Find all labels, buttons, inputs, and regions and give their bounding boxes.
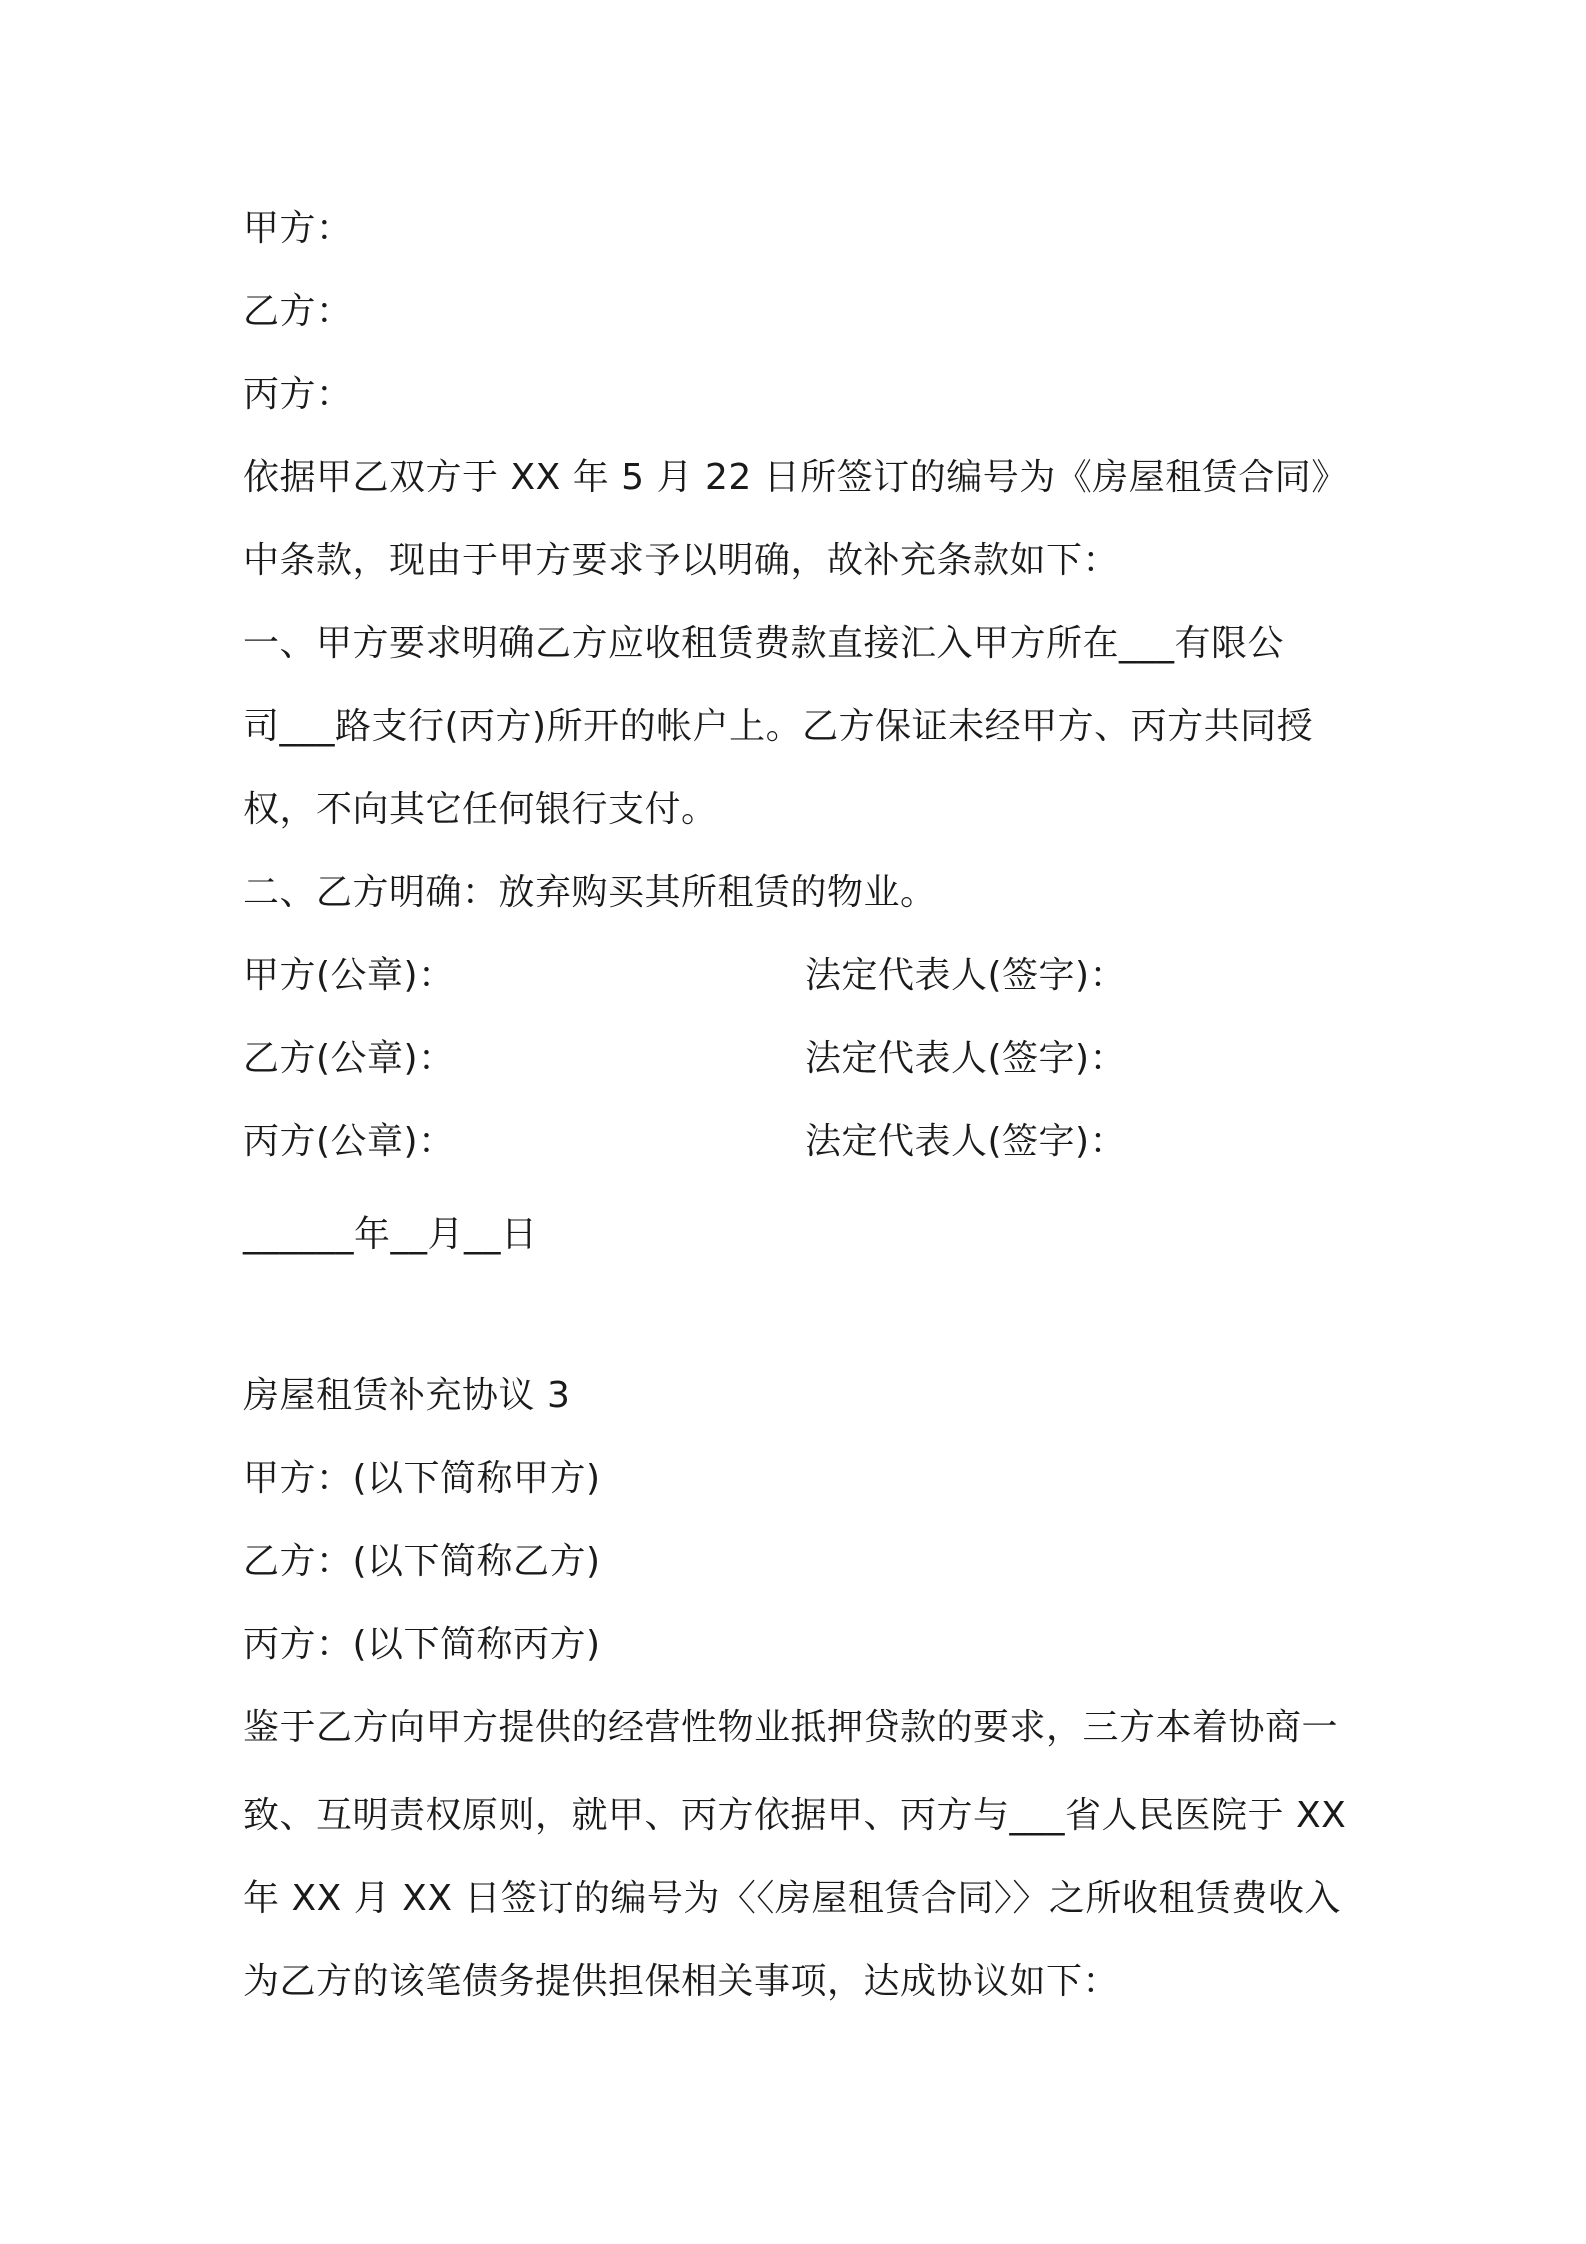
- preamble-line: 年 XX 月 XX 日签订的编号为〈〈房屋租赁合同〉〉之所收租赁费收入: [243, 1878, 1341, 1919]
- clause-one-line: 权，不向其它任何银行支付。: [243, 789, 718, 830]
- preamble-line: 致、互明责权原则，就甲、丙方依据甲、丙方与___省人民医院于 XX: [243, 1795, 1347, 1836]
- clause-one-line: 司___路支行(丙方)所开的帐户上。乙方保证未经甲方、丙方共同授: [243, 706, 1314, 747]
- signing-date: ______年__月__日: [243, 1214, 538, 1255]
- intro-paragraph-line: 中条款，现由于甲方要求予以明确，故补充条款如下：: [243, 540, 1120, 581]
- preamble-line: 为乙方的该笔债务提供担保相关事项，达成协议如下：: [243, 1961, 1120, 2002]
- party-a-representative: 法定代表人(签字)：: [805, 955, 1127, 996]
- party-a-seal: 甲方(公章)：: [243, 955, 455, 996]
- party-c-label: 丙方：: [243, 374, 353, 415]
- party-b-representative: 法定代表人(签字)：: [805, 1038, 1127, 1079]
- party-b-definition: 乙方：(以下简称乙方): [243, 1541, 601, 1582]
- party-b-label: 乙方：: [243, 291, 353, 332]
- party-a-label: 甲方：: [243, 208, 353, 249]
- intro-paragraph-line: 依据甲乙双方于 XX 年 5 月 22 日所签订的编号为《房屋租赁合同》: [243, 457, 1348, 498]
- party-b-seal: 乙方(公章)：: [243, 1038, 455, 1079]
- party-c-representative: 法定代表人(签字)：: [805, 1121, 1127, 1162]
- party-a-definition: 甲方：(以下简称甲方): [243, 1458, 601, 1499]
- preamble-line: 鉴于乙方向甲方提供的经营性物业抵押贷款的要求，三方本着协商一: [243, 1707, 1339, 1748]
- clause-one-line: 一、甲方要求明确乙方应收租赁费款直接汇入甲方所在___有限公: [243, 623, 1285, 664]
- party-c-definition: 丙方：(以下简称丙方): [243, 1624, 601, 1665]
- agreement-title: 房屋租赁补充协议 3: [243, 1375, 571, 1416]
- party-c-seal: 丙方(公章)：: [243, 1121, 455, 1162]
- clause-two: 二、乙方明确：放弃购买其所租赁的物业。: [243, 872, 937, 913]
